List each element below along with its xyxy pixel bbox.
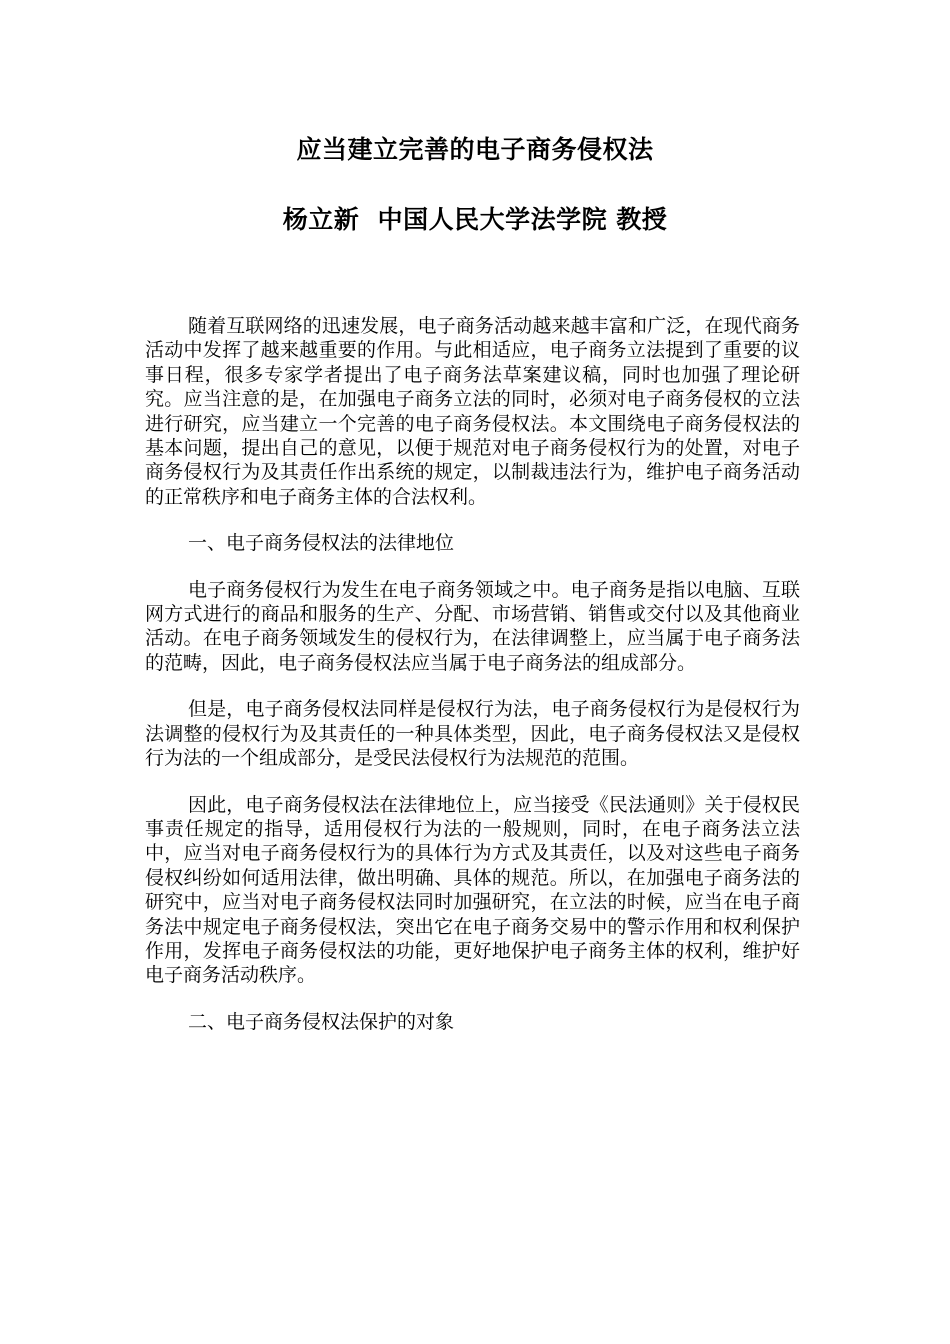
paragraph-section1-a: 电子商务侵权行为发生在电子商务领域之中。电子商务是指以电脑、互联网方式进行的商品和服务的生产、分配、市场营销、销售或交付以及其他商业活动。在电子商务领域发生的侵权行为，在法律调整上，应当属于电子商务法的范畴，因此，电子商务侵权法应当属于电子商务法的组成部分。	[145, 578, 800, 674]
document-title: 应当建立完善的电子商务侵权法	[296, 135, 654, 164]
document-body	[145, 314, 800, 1056]
paragraph-section1-b: 但是，电子商务侵权法同样是侵权行为法，电子商务侵权行为是侵权行为法调整的侵权行为及其责任的一种具体类型，因此，电子商务侵权法又是侵权行为法的一个组成部分，是受民法侵权行为法规范的范围。	[145, 698, 800, 770]
section-heading-2: 二、电子商务侵权法保护的对象	[188, 1010, 455, 1033]
author-line: 杨立新 中国人民大学法学院 教授	[282, 205, 668, 234]
paragraph-intro: 随着互联网络的迅速发展，电子商务活动越来越丰富和广泛，在现代商务活动中发挥了越来越重要的作用。与此相适应，电子商务立法提到了重要的议事日程，很多专家学者提出了电子商务法草案建议稿，同时也加强了理论研究。应当注意的是，在加强电子商务立法的同时，必须对电子商务侵权的立法进行研究，应当建立一个完善的电子商务侵权法。本文围绕电子商务侵权法的基本问题，提出自己的意见，以便于规范对电子商务侵权行为的处置，对电子商务侵权行为及其责任作出系统的规定，以制裁违法行为，维护电子商务活动的正常秩序和电子商务主体的合法权利。	[145, 315, 800, 508]
section-heading-1: 一、电子商务侵权法的法律地位	[188, 532, 455, 555]
paragraph-section1-c: 因此，电子商务侵权法在法律地位上，应当接受《民法通则》关于侵权民事责任规定的指导，适用侵权行为法的一般规则，同时，在电子商务法立法中，应当对电子商务侵权行为的具体行为方式及其责任，以及对这些电子商务侵权纠纷如何适用法律，做出明确、具体的规范。所以，在加强电子商务法的研究中，应当对电子商务侵权法同时加强研究，在立法的时候，应当在电子商务法中规定电子商务侵权法，突出它在电子商务交易中的警示作用和权利保护作用，发挥电子商务侵权法的功能，更好地保护电子商务主体的权利，维护好电子商务活动秩序。	[145, 793, 800, 987]
